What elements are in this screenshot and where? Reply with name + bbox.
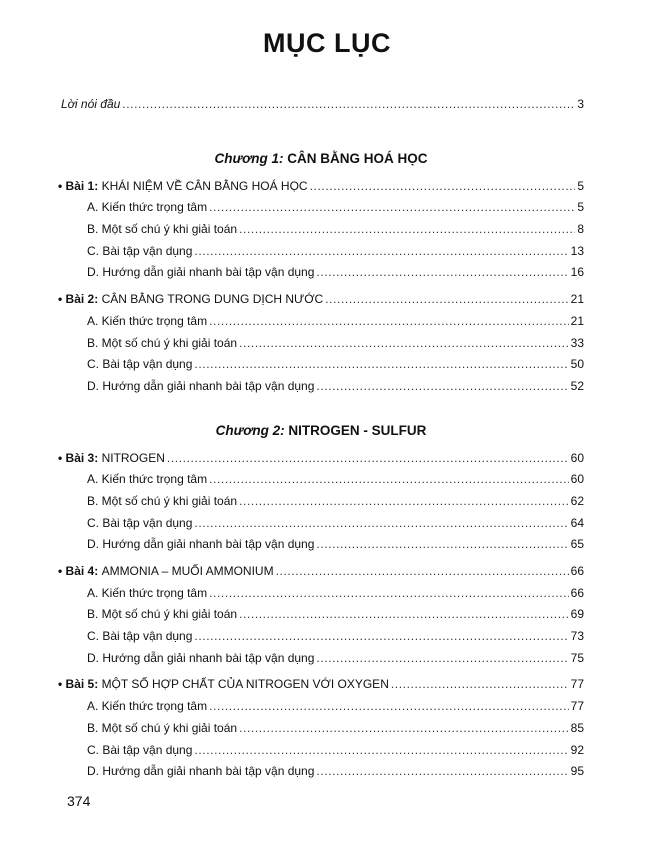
dot-leader bbox=[167, 448, 569, 470]
entry-label: B. Một số chú ý khi giải toán bbox=[87, 335, 238, 350]
toc-entry-lesson[interactable] bbox=[58, 176, 584, 198]
chapter-heading bbox=[58, 421, 584, 441]
dot-leader bbox=[209, 197, 575, 219]
entry-label: D. Hướng dẫn giải nhanh bài tập vận dụng bbox=[87, 650, 315, 665]
entry-label: Lời nói đầu bbox=[61, 97, 121, 111]
dot-leader bbox=[316, 648, 568, 670]
entry-label: D. Hướng dẫn giải nhanh bài tập vận dụng bbox=[87, 265, 315, 280]
toc-entry-section[interactable] bbox=[58, 648, 584, 670]
entry-page: 66 bbox=[570, 564, 584, 578]
dot-leader bbox=[194, 740, 568, 762]
entry-label: B. Một số chú ý khi giải toán bbox=[87, 607, 238, 622]
dot-leader bbox=[239, 333, 569, 355]
toc-entry-section[interactable] bbox=[58, 583, 584, 605]
toc-entry-section[interactable] bbox=[58, 354, 584, 376]
toc-entry-section[interactable] bbox=[58, 311, 584, 333]
toc-entry-section[interactable] bbox=[58, 241, 584, 263]
toc-entry-section[interactable] bbox=[58, 333, 584, 355]
entry-page: 16 bbox=[570, 265, 584, 280]
entry-page: 60 bbox=[570, 472, 584, 487]
lesson-name: KHÁI NIỆM VỀ CÂN BẰNG HOÁ HỌC bbox=[101, 178, 308, 193]
lesson-group bbox=[58, 289, 584, 397]
dot-leader bbox=[239, 491, 569, 513]
dot-leader bbox=[310, 176, 576, 198]
entry-label: B. Một số chú ý khi giải toán bbox=[87, 493, 238, 508]
entry-page: 77 bbox=[570, 699, 584, 714]
toc-entry-section[interactable] bbox=[58, 534, 584, 556]
toc-entry-section[interactable] bbox=[58, 219, 584, 241]
dot-leader bbox=[239, 604, 569, 626]
entry-page: 5 bbox=[577, 200, 584, 215]
page-title: MỤC LỤC bbox=[263, 28, 391, 58]
entry-label: A. Kiến thức trọng tâm bbox=[87, 200, 208, 215]
dot-leader bbox=[316, 761, 568, 783]
entry-page: 8 bbox=[577, 222, 584, 237]
entry-page: 50 bbox=[570, 357, 584, 372]
dot-leader bbox=[209, 583, 569, 605]
toc-entry-lesson[interactable] bbox=[58, 674, 584, 696]
toc-entry-section[interactable] bbox=[58, 740, 584, 762]
toc-entry-lesson[interactable] bbox=[58, 448, 584, 470]
entry-page: 75 bbox=[570, 650, 584, 665]
entry-page: 52 bbox=[570, 378, 584, 393]
lesson-prefix: • Bài 4: bbox=[58, 564, 99, 578]
dot-leader bbox=[276, 561, 569, 583]
entry-label: C. Bài tập vận dụng bbox=[87, 629, 193, 644]
entry-label: A. Kiến thức trọng tâm bbox=[87, 313, 208, 328]
entry-label: C. Bài tập vận dụng bbox=[87, 515, 193, 530]
lesson-prefix: • Bài 5: bbox=[58, 677, 99, 692]
toc-entry-lesson[interactable] bbox=[58, 289, 584, 311]
toc-entry-section[interactable] bbox=[58, 376, 584, 398]
entry-label: A. Kiến thức trọng tâm bbox=[87, 699, 208, 714]
lesson-prefix: • Bài 1: bbox=[58, 178, 99, 193]
dot-leader bbox=[194, 513, 568, 535]
page-number: 374 bbox=[67, 793, 91, 809]
entry-page: 65 bbox=[570, 537, 584, 552]
lesson-name: AMMONIA – MUỐI AMMONIUM bbox=[101, 564, 274, 578]
entry-label: B. Một số chú ý khi giải toán bbox=[87, 720, 238, 735]
entry-page: 92 bbox=[570, 742, 584, 757]
lesson-group bbox=[58, 448, 584, 556]
entry-page: 21 bbox=[570, 292, 584, 307]
chapter-name: CÂN BẰNG HOÁ HỌC bbox=[287, 150, 428, 166]
entry-label: B. Một số chú ý khi giải toán bbox=[87, 222, 238, 237]
lesson-prefix: • Bài 2: bbox=[58, 292, 99, 307]
entry-label: D. Hướng dẫn giải nhanh bài tập vận dụng bbox=[87, 378, 315, 393]
lesson-name: CÂN BẰNG TRONG DUNG DỊCH NƯỚC bbox=[101, 292, 324, 307]
toc-entry-section[interactable] bbox=[58, 491, 584, 513]
entry-label: C. Bài tập vận dụng bbox=[87, 243, 193, 258]
toc-entry-lesson[interactable] bbox=[58, 561, 584, 583]
entry-label: D. Hướng dẫn giải nhanh bài tập vận dụng bbox=[87, 537, 315, 552]
dot-leader bbox=[316, 534, 568, 556]
entry-page: 60 bbox=[570, 450, 584, 465]
lesson-name: NITROGEN bbox=[101, 450, 165, 465]
dot-leader bbox=[316, 376, 568, 398]
dot-leader bbox=[239, 219, 575, 241]
dot-leader bbox=[239, 718, 569, 740]
dot-leader bbox=[194, 354, 568, 376]
lesson-name: MỘT SỐ HỢP CHẤT CỦA NITROGEN VỚI OXYGEN bbox=[101, 677, 389, 692]
chapter-prefix: Chương 1: bbox=[214, 150, 284, 166]
lesson-prefix: • Bài 3: bbox=[58, 450, 99, 465]
entry-page: 77 bbox=[570, 677, 584, 692]
toc-entry-section[interactable] bbox=[58, 626, 584, 648]
dot-leader bbox=[209, 696, 569, 718]
entry-label: C. Bài tập vận dụng bbox=[87, 357, 193, 372]
entry-page: 64 bbox=[570, 515, 584, 530]
dot-leader bbox=[209, 311, 569, 333]
toc-entry-section[interactable] bbox=[58, 262, 584, 284]
entry-page: 3 bbox=[577, 97, 584, 111]
entry-page: 66 bbox=[570, 585, 584, 600]
entry-page: 13 bbox=[570, 243, 584, 258]
toc-entry-section[interactable] bbox=[58, 469, 584, 491]
toc-entry-section[interactable] bbox=[58, 604, 584, 626]
entry-label: D. Hướng dẫn giải nhanh bài tập vận dụng bbox=[87, 764, 315, 779]
entry-page: 69 bbox=[570, 607, 584, 622]
entry-page: 33 bbox=[570, 335, 584, 350]
dot-leader bbox=[194, 241, 568, 263]
chapter-prefix: Chương 2: bbox=[215, 422, 285, 438]
lesson-group bbox=[58, 674, 584, 782]
entry-page: 95 bbox=[570, 764, 584, 779]
entry-page: 5 bbox=[577, 178, 584, 193]
chapter-name: NITROGEN - SULFUR bbox=[288, 422, 427, 438]
lesson-group bbox=[58, 561, 584, 669]
entry-label: A. Kiến thức trọng tâm bbox=[87, 585, 208, 600]
dot-leader bbox=[122, 94, 575, 116]
entry-label: C. Bài tập vận dụng bbox=[87, 742, 193, 757]
toc-entry-preface[interactable] bbox=[58, 94, 584, 116]
entry-label: A. Kiến thức trọng tâm bbox=[87, 472, 208, 487]
entry-page: 62 bbox=[570, 493, 584, 508]
toc-entry-section[interactable] bbox=[58, 197, 584, 219]
dot-leader bbox=[325, 289, 568, 311]
dot-leader bbox=[316, 262, 568, 284]
entry-page: 73 bbox=[570, 629, 584, 644]
entry-page: 21 bbox=[570, 313, 584, 328]
toc-entry-section[interactable] bbox=[58, 718, 584, 740]
toc-entry-section[interactable] bbox=[58, 696, 584, 718]
dot-leader bbox=[194, 626, 568, 648]
lesson-group bbox=[58, 176, 584, 284]
dot-leader bbox=[391, 674, 569, 696]
toc-entry-section[interactable] bbox=[58, 513, 584, 535]
toc-entry-section[interactable] bbox=[58, 761, 584, 783]
dot-leader bbox=[209, 469, 569, 491]
table-of-contents bbox=[58, 94, 584, 788]
entry-page: 85 bbox=[570, 720, 584, 735]
chapter-heading bbox=[58, 149, 584, 169]
